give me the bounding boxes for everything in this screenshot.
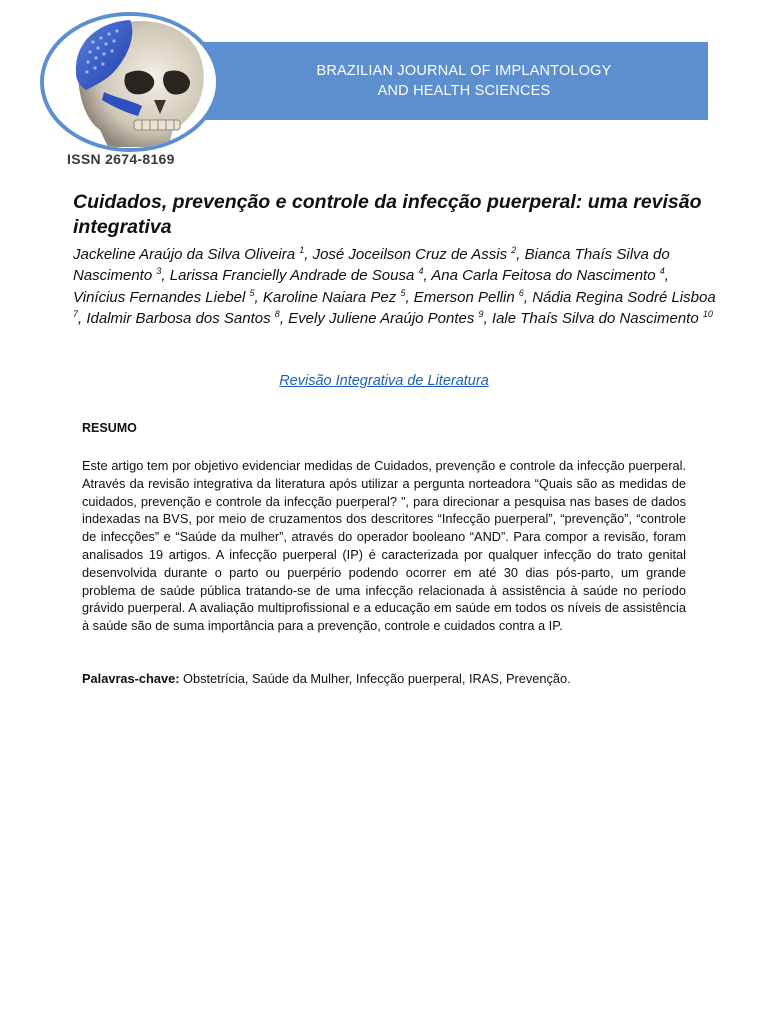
author-affiliation: 1 bbox=[299, 245, 305, 255]
journal-name-line2: AND HEALTH SCIENCES bbox=[377, 83, 551, 99]
keywords bbox=[82, 670, 686, 687]
article-title: Cuidados, prevenção e controle da infecção puerperal: uma revisão integrativa bbox=[73, 191, 702, 238]
author-name: Larissa Francielly Andrade de Sousa bbox=[169, 267, 419, 285]
author-affiliation: 4 bbox=[659, 266, 665, 277]
keywords-list: Obstetrícia, Saúde da Mulher, Infecção puerperal, IRAS, Prevenção. bbox=[183, 671, 571, 686]
author-list: Jackeline Araújo da Silva Oliveira $^1$, José Joceilson Cruz de Assis $^2$, Bianca Thaís Silva do Nascimento $^3$, Larissa Francielly Andrade de Sousa $^4$, Ana Carla Feitosa do Nascimento $^4$, Vinícius Fernandes Liebel $^5$, Karoline Naiara Pez $^5$, Emerson Pellin $^6$, Nádia Regina Sodré Lisboa $^7$, Idalmir Barbosa dos Santos $^8$, Evely Juliene Araújo Pontes $^9$, Iale Thaís Silva do Nascimento $^{10}$ bbox=[73, 245, 716, 327]
author-affiliation: 5 bbox=[400, 287, 406, 298]
author-name: Nádia Regina Sodré Lisboa bbox=[532, 288, 716, 306]
journal-header bbox=[0, 0, 768, 175]
abstract-text: Este artigo tem por objetivo evidenciar medidas de Cuidados, prevenção e controle da infecção puerperal. Através da revisão integrativa da literatura após utilizar a pergunta norteadora “Quais são as medidas de cuidados, prevenção e controle da infecção puerperal? ”, para direcionar a pesquisa nas bases de dados indexadas na BVS, por meio de cruzamentos dos descritores “Infecção puerperal”, “prevenção”, “controle de infecções” e “Saúde da mulher”, através do operador booleano “AND”. Para compor a revisão, foram analisados 19 artigos. A infecção puerperal (IP) é caracterizada por qualquer infecção do trato genital desenvolvida durante o parto ou puerpério podendo ocorrer em até 30 dias pós-parto, um grande problema de saúde pública tratando-se de uma infecção relacionada à assistência à saúde no período grávido puerperal. A avaliação multiprofissional e a educação em saúde em todos os níveis de assistência à saúde são de suma importância para a prevenção, controle e cuidados contra a IP. bbox=[82, 458, 686, 634]
author-name: José Joceilson Cruz de Assis bbox=[312, 246, 512, 263]
author-name: Evely Juliene Araújo Pontes bbox=[288, 309, 479, 327]
author-name: Emerson Pellin bbox=[413, 288, 519, 306]
author-name: Bianca Thaís Silva do Nascimento bbox=[73, 246, 670, 285]
author-name: Iale Thaís Silva do Nascimento bbox=[491, 309, 703, 327]
author-affiliation: 10 bbox=[702, 308, 713, 319]
author-affiliation: 7 bbox=[73, 308, 79, 319]
author-affiliation: 5 bbox=[249, 287, 255, 298]
journal-name-line1: BRAZILIAN JOURNAL OF IMPLANTOLOGY bbox=[316, 63, 612, 79]
author-name: Ana Carla Feitosa do Nascimento bbox=[431, 267, 660, 285]
author-affiliation: 8 bbox=[274, 308, 280, 319]
keywords-label: Palavras-chave: bbox=[82, 671, 180, 686]
issn-label: ISSN 2674-8169 bbox=[67, 151, 175, 167]
author-affiliation: 2 bbox=[511, 245, 517, 255]
author-affiliation: 4 bbox=[418, 266, 424, 277]
skull-logo-icon bbox=[38, 12, 222, 152]
author-affiliation: 9 bbox=[478, 308, 484, 319]
abstract-heading: RESUMO bbox=[82, 421, 137, 435]
author-affiliation: 3 bbox=[156, 266, 162, 277]
author-name: Vinícius Fernandes Liebel bbox=[73, 288, 250, 306]
author-name: Jackeline Araújo da Silva Oliveira bbox=[73, 246, 300, 263]
article-type-link[interactable]: Revisão Integrativa de Literatura bbox=[279, 373, 489, 389]
journal-banner bbox=[200, 42, 708, 120]
author-affiliation: 6 bbox=[518, 287, 524, 298]
author-name: Karoline Naiara Pez bbox=[262, 288, 401, 306]
author-name: Idalmir Barbosa dos Santos bbox=[86, 309, 275, 327]
